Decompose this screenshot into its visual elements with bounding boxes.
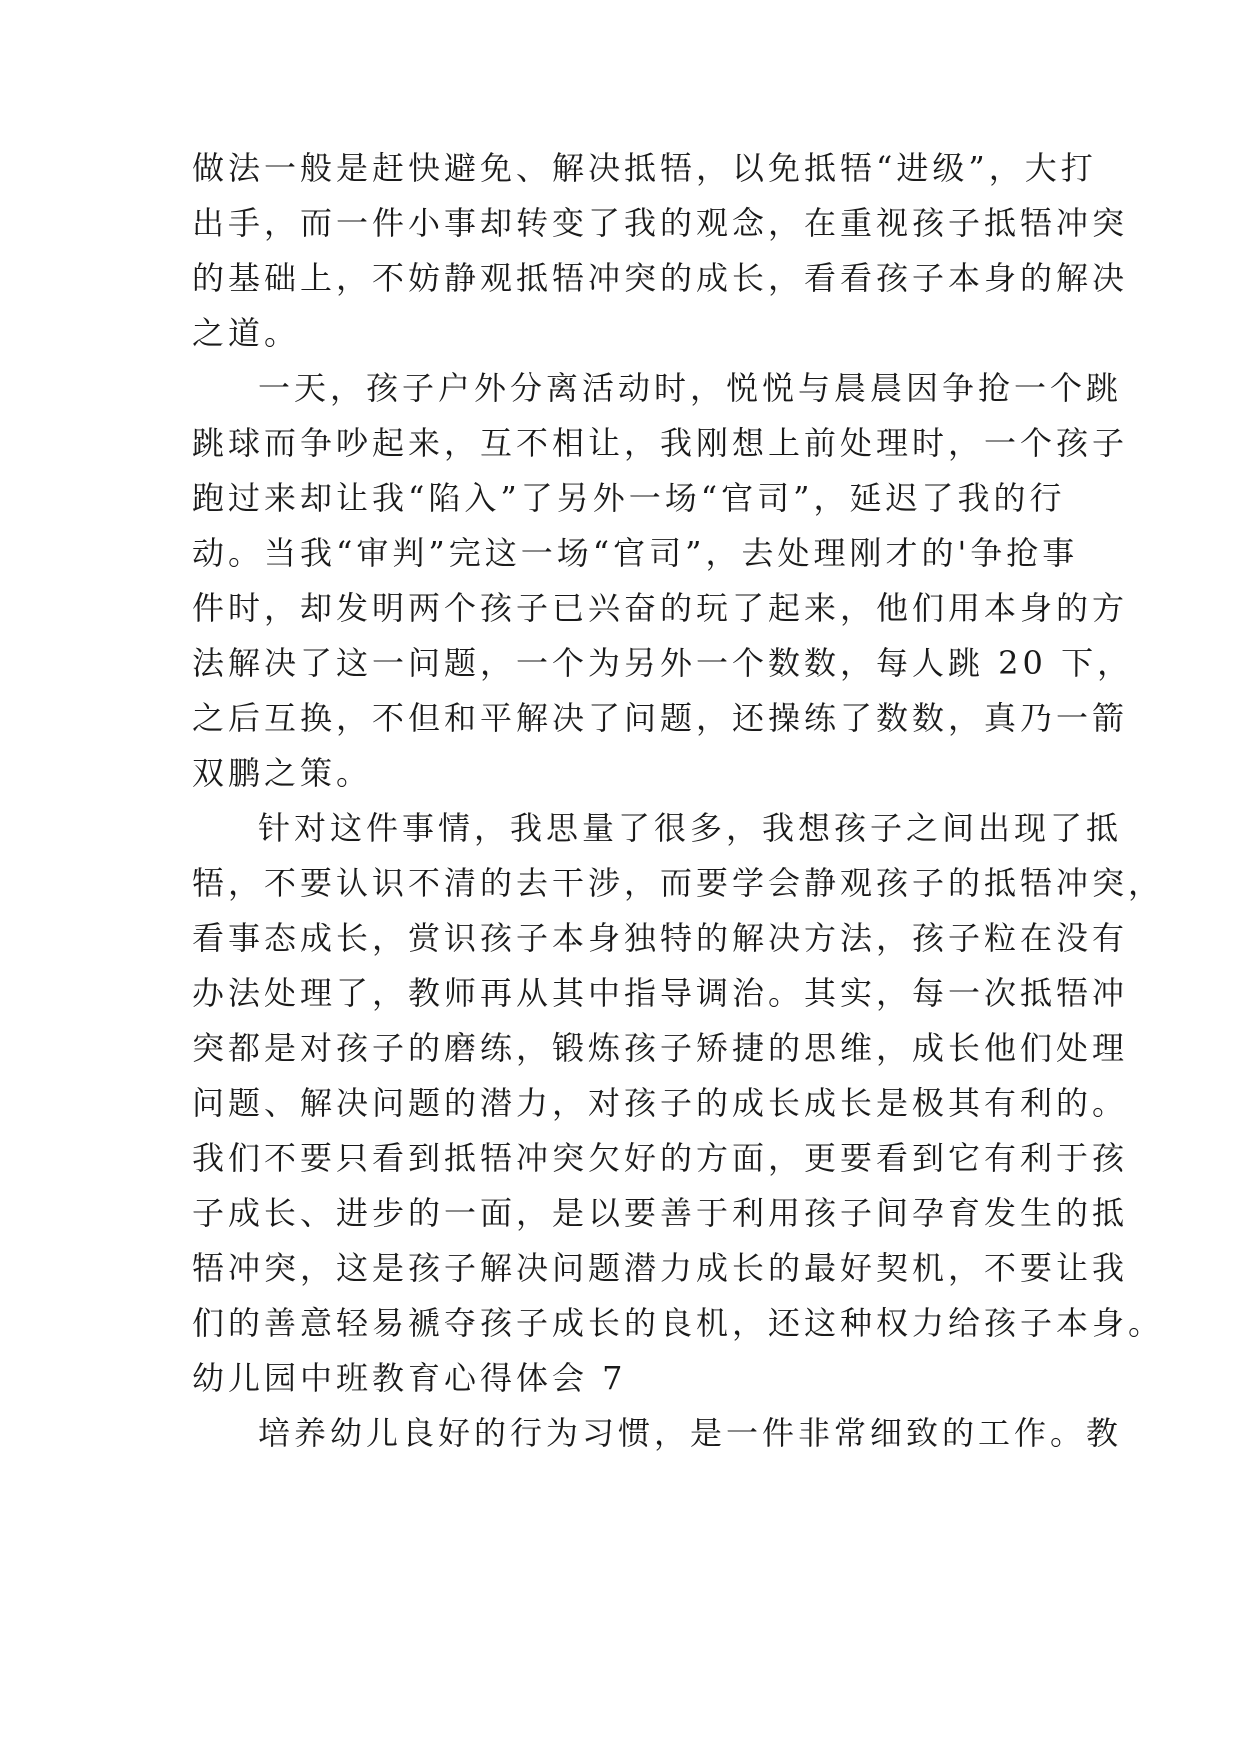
paragraph-line: 看事态成长，赏识孩子本身独特的解决方法，孩子粒在没有	[192, 919, 1129, 957]
paragraph-line: 问题、解决问题的潜力，对孩子的成长成长是极其有利的。	[192, 1084, 1129, 1122]
paragraph-line: 跳球而争吵起来，互不相让，我刚想上前处理时，一个孩子	[192, 424, 1129, 462]
paragraph-line: 牾冲突，这是孩子解决问题潜力成长的最好契机，不要让我	[192, 1249, 1129, 1287]
paragraph-line: 培养幼儿良好的行为习惯，是一件非常细致的工作。教	[258, 1414, 1123, 1452]
paragraph-line: 办法处理了，教师再从其中指导调治。其实，每一次抵牾冲	[192, 974, 1129, 1012]
section-heading: 幼儿园中班教育心得体会 7	[192, 1359, 627, 1397]
paragraph-line: 我们不要只看到抵牾冲突欠好的方面，更要看到它有利于孩	[192, 1139, 1129, 1177]
paragraph-line: 牾，不要认识不清的去干涉，而要学会静观孩子的抵牾冲突，	[192, 864, 1165, 902]
paragraph-line: 做法一般是赶快避免、解决抵牾，以免抵牾“进级”，大打	[192, 149, 1097, 187]
paragraph-line: 子成长、进步的一面，是以要善于利用孩子间孕育发生的抵	[192, 1194, 1129, 1232]
paragraph-line: 之道。	[192, 314, 301, 352]
paragraph-line: 跑过来却让我“陷入”了另外一场“官司”，延迟了我的行	[192, 479, 1066, 517]
paragraph-line: 一天，孩子户外分离活动时，悦悦与晨晨因争抢一个跳	[258, 369, 1123, 407]
paragraph-line: 件时，却发明两个孩子已兴奋的玩了起来，他们用本身的方	[192, 589, 1129, 627]
paragraph-line: 突都是对孩子的磨练，锻炼孩子矫捷的思维，成长他们处理	[192, 1029, 1129, 1067]
paragraph-line: 法解决了这一问题，一个为另外一个数数，每人跳 20 下，	[192, 644, 1134, 682]
paragraph-line: 们的善意轻易褫夺孩子成长的良机，还这种权力给孩子本身。	[192, 1304, 1165, 1342]
paragraph-line: 之后互换，不但和平解决了问题，还操练了数数，真乃一箭	[192, 699, 1129, 737]
paragraph-line: 动。当我“审判”完这一场“官司”，去处理刚才的'争抢事	[192, 534, 1079, 572]
paragraph-line: 针对这件事情，我思量了很多，我想孩子之间出现了抵	[258, 809, 1123, 847]
paragraph-line: 双鹏之策。	[192, 754, 373, 792]
paragraph-line: 出手，而一件小事却转变了我的观念，在重视孩子抵牾冲突	[192, 204, 1129, 242]
paragraph-line: 的基础上，不妨静观抵牾冲突的成长，看看孩子本身的解决	[192, 259, 1129, 297]
